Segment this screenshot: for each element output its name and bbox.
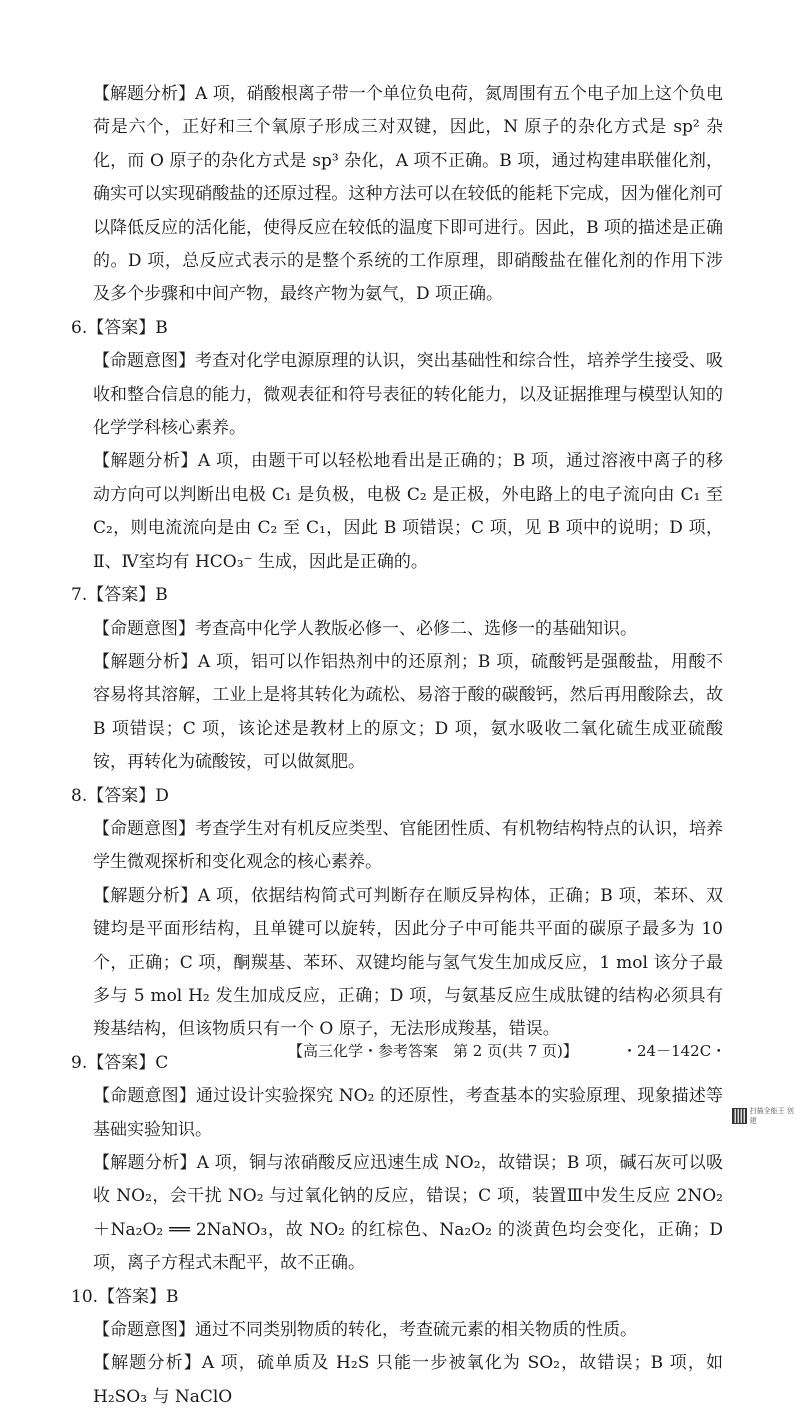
q7-intent: 【命题意图】考查高中化学人教版必修一、必修二、选修一的基础知识。 (93, 618, 637, 639)
q6-answer-heading: 6.【答案】B (71, 317, 168, 338)
q6-intent: 【命题意图】考查对化学电源原理的认识，突出基础性和综合性，培养学生接受、吸收和整合信息的能力，微观表征和符号表征的转化能力，以及证据推理与模型认知的化学学科核心素养。 (93, 351, 723, 439)
qr-code-icon (732, 1108, 747, 1124)
q10-intent: 【命题意图】通过不同类别物质的转化，考查硫元素的相关物质的性质。 (93, 1320, 637, 1341)
q8-analysis: 【解题分析】A 项，依据结构简式可判断存在顺反异构体，正确；B 项，苯环、双键均是平面形结构，且单键可以旋转，因此分子中可能共平面的碳原子最多为 10 个，正确；C 项，酮羰基、苯环、双键均能与氢气发生加成反应，1 mol 该分子最多与 5 mol H₂ 发生加成反应，正确；D 项，与氨基反应生成肽键的结构必须具有羧基结构，但该物质只有一个 O 原子，无法形成羧基，错误。 (93, 885, 723, 1040)
q7-answer-heading: 7.【答案】B (71, 585, 168, 606)
footer-page-info: 【高三化学・参考答案 第 2 页(共 7 页)】 (288, 1042, 578, 1060)
q9-analysis: 【解题分析】A 项，铜与浓硝酸反应迅速生成 NO₂，故错误；B 项，碱石灰可以吸收 NO₂，会干扰 NO₂ 与过氧化钠的反应，错误；C 项，装置Ⅲ中发生反应 2NO₂＋Na₂O₂ ══ 2NaNO₃，故 NO₂ 的红棕色、Na₂O₂ 的淡黄色均会变化，正确；D 项，离子方程式未配平，故不正确。 (93, 1153, 723, 1274)
page-content (71, 78, 723, 1414)
watermark-text: 扫描全能王 创建 (749, 1107, 794, 1125)
scanner-watermark (732, 1108, 796, 1124)
q8-intent: 【命题意图】考查学生对有机反应类型、官能团性质、有机物结构特点的认识，培养学生微观探析和变化观念的核心素养。 (93, 818, 723, 873)
footer-code: ・24－142C・ (622, 1042, 727, 1060)
q5-analysis: 【解题分析】A 项，硝酸根离子带一个单位负电荷，氮周围有五个电子加上这个负电荷是六个，正好和三个氧原子形成三对双键，因此，N 原子的杂化方式是 sp² 杂化，而 O 原子的杂化方式是 sp³ 杂化，A 项不正确。B 项，通过构建串联催化剂，确实可以实现硝酸盐的还原过程。这种方法可以在较低的能耗下完成，因为催化剂可以降低反应的活化能，使得反应在较低的温度下即可进行。因此，B 项的描述是正确的。D 项，总反应式表示的是整个系统的工作原理，即硝酸盐在催化剂的作用下涉及多个步骤和中间产物，最终产物为氨气，D 项正确。 (93, 84, 723, 305)
q10-analysis: 【解题分析】A 项，硫单质及 H₂S 只能一步被氧化为 SO₂，故错误；B 项，如 H₂SO₃ 与 NaClO (93, 1353, 723, 1407)
q9-answer-heading: 9.【答案】C (71, 1052, 169, 1073)
q10-answer-heading: 10.【答案】B (71, 1286, 179, 1307)
q8-answer-heading: 8.【答案】D (71, 785, 169, 806)
page-footer (0, 1040, 800, 1070)
q6-analysis: 【解题分析】A 项，由题干可以轻松地看出是正确的；B 项，通过溶液中离子的移动方向可以判断出电极 C₁ 是负极，电极 C₂ 是正极，外电路上的电子流向由 C₁ 至 C₂，则电流流向是由 C₂ 至 C₁，因此 B 项错误；C 项，见 B 项中的说明；D 项，Ⅱ、Ⅳ室均有 HCO₃⁻ 生成，因此是正确的。 (93, 451, 723, 572)
q7-analysis: 【解题分析】A 项，铝可以作铝热剂中的还原剂；B 项，硫酸钙是强酸盐，用酸不容易将其溶解，工业上是将其转化为疏松、易溶于酸的碳酸钙，然后再用酸除去，故 B 项错误；C 项，该论述是教材上的原文；D 项，氨水吸收二氧化硫生成亚硫酸铵，再转化为硫酸铵，可以做氮肥。 (93, 651, 723, 773)
q9-intent: 【命题意图】通过设计实验探究 NO₂ 的还原性，考查基本的实验原理、现象描述等基础实验知识。 (93, 1086, 723, 1140)
